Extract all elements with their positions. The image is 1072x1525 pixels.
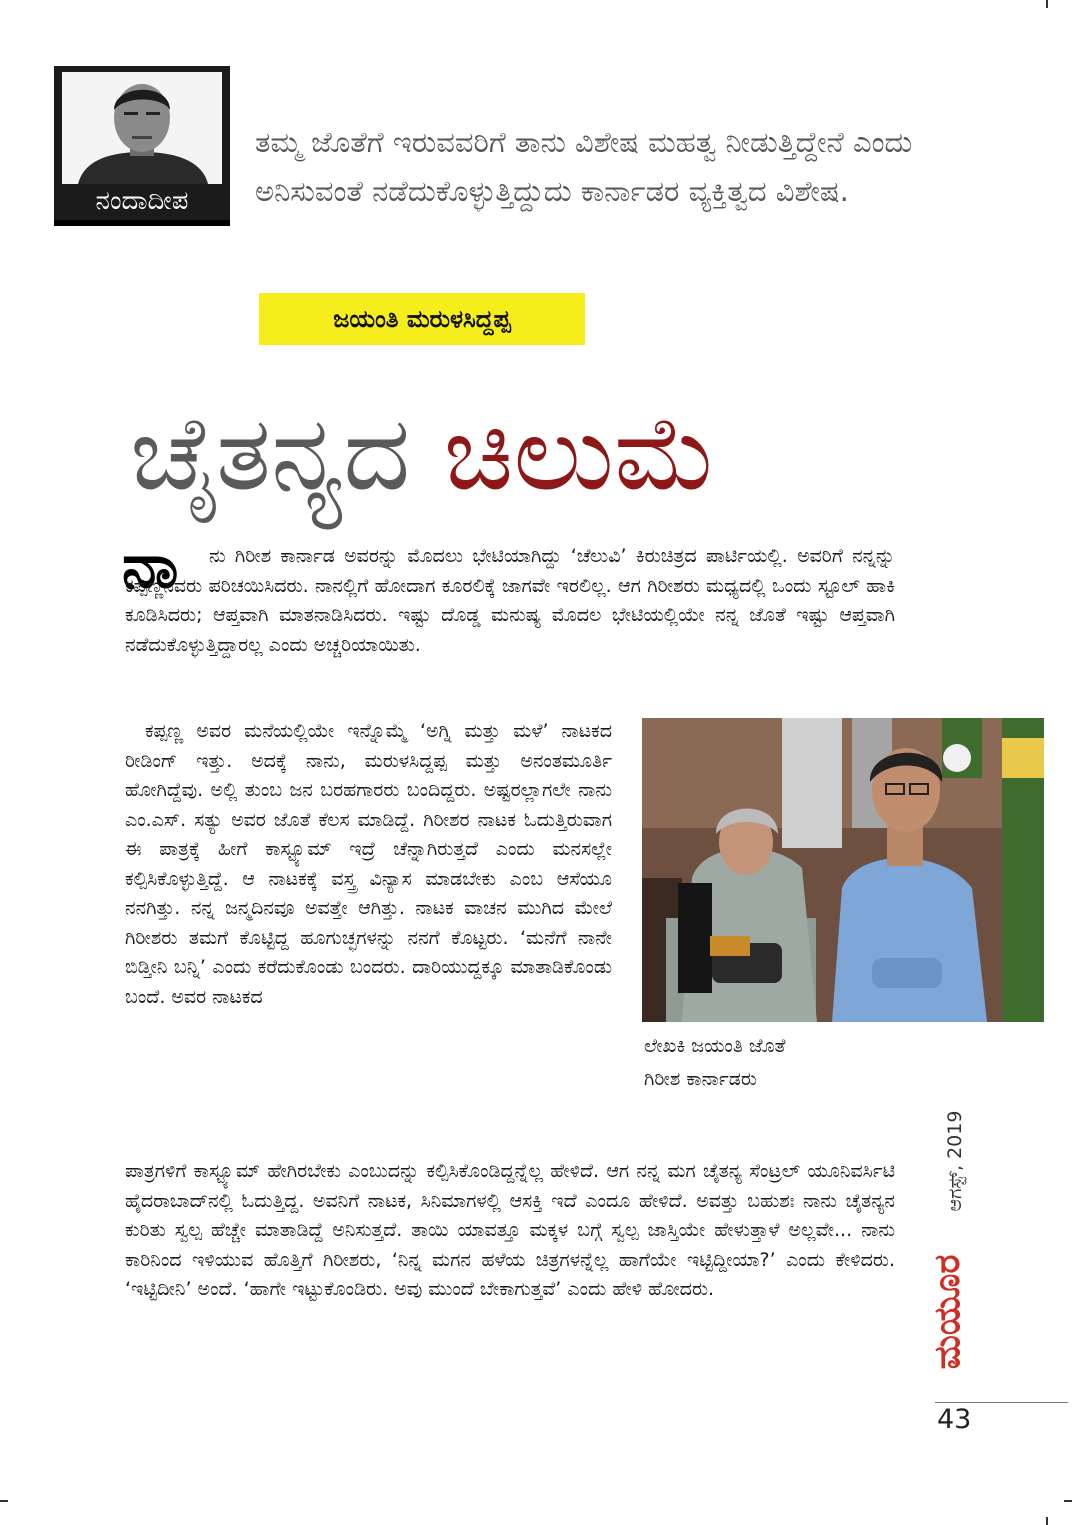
headline-part-2: ಚಿಲುಮೆ [443,392,717,514]
columnist-portrait [62,72,222,184]
column-logo [54,66,230,226]
headline-part-1: ಚೈತನ್ಯದ [130,392,411,514]
crop-mark [0,1500,8,1502]
column-label: ನಂದಾದೀಪ [95,186,189,216]
photo-caption [644,1030,904,1096]
article-paragraph-1 [125,542,895,660]
paragraph-1-text: ನು ಗಿರೀಶ ಕಾರ್ನಾಡ ಅವರನ್ನು ಮೊದಲು ಭೇಟಿಯಾಗಿದ್ದು ‘ಚೆಲುವಿ’ ಕಿರುಚಿತ್ರದ ಪಾರ್ಟಿಯಲ್ಲಿ. ಅವರಿಗೆ ನನ್ನನ್ನು ಕಪ್ಪಣ್ಣನವರು ಪರಿಚಯಿಸಿದರು. ನಾನಲ್ಲಿಗೆ ಹೋದಾಗ ಕೂರಲಿಕ್ಕೆ ಜಾಗವೇ ಇರಲಿಲ್ಲ. ಆಗ ಗಿರೀಶರು ಮಧ್ಯದಲ್ಲಿ ಒಂದು ಸ್ಟೂಲ್ ಹಾಕಿ ಕೂಡಿಸಿದರು; ಆಪ್ತವಾಗಿ ಮಾತನಾಡಿಸಿದರು. ಇಷ್ಟು ದೊಡ್ಡ ಮನುಷ್ಯ ಮೊದಲ ಭೇಟಿಯಲ್ಲಿಯೇ ನನ್ನ ಜೊತೆ ಇಷ್ಟು ಆಪ್ತವಾಗಿ ನಡೆದುಕೊಳ್ಳುತ್ತಿದ್ದಾರಲ್ಲ ಎಂದು ಅಚ್ಚರಿಯಾಯಿತು. [125,545,895,656]
magazine-logo [925,1250,971,1374]
page-number: 43 [937,1404,972,1435]
paragraph-2-continued-text: ಪಾತ್ರಗಳಿಗೆ ಕಾಸ್ಟ್ಯೂಮ್ ಹೇಗಿರಬೇಕು ಎಂಬುದನ್ನು ಕಲ್ಪಿಸಿಕೊಂಡಿದ್ದನ್ನೆಲ್ಲ ಹೇಳಿದೆ. ಆಗ ನನ್ನ ಮಗ ಚೈತನ್ಯ ಸೆಂಟ್ರಲ್ ಯೂನಿವರ್ಸಿಟಿ ಹೈದರಾಬಾದ್‌ನಲ್ಲಿ ಓದುತ್ತಿದ್ದ. ಅವನಿಗೆ ನಾಟಕ, ಸಿನಿಮಾಗಳಲ್ಲಿ ಆಸಕ್ತಿ ಇದೆ ಎಂದೂ ಹೇಳಿದೆ. ಅವತ್ತು ಬಹುಶಃ ನಾನು ಚೈತನ್ಯನ ಕುರಿತು ಸ್ವಲ್ಪ ಹೆಚ್ಚೇ ಮಾತಾಡಿದ್ದೆ ಅನಿಸುತ್ತದೆ. ತಾಯಿ ಯಾವತ್ತೂ ಮಕ್ಕಳ ಬಗ್ಗೆ ಸ್ವಲ್ಪ ಜಾಸ್ತಿಯೇ ಹೇಳುತ್ತಾಳೆ ಅಲ್ಲವೇ... ನಾನು ಕಾರಿನಿಂದ ಇಳಿಯುವ ಹೊತ್ತಿಗೆ ಗಿರೀಶರು, ‘ನಿನ್ನ ಮಗನ ಹಳೆಯ ಚಿತ್ರಗಳನ್ನೆಲ್ಲ ಹಾಗೆಯೇ ಇಟ್ಟಿದ್ದೀಯಾ?’ ಎಂದು ಕೇಳಿದರು. ‘ಇಟ್ಟಿದೀನಿ’ ಅಂದೆ. ‘ಹಾಗೇ ಇಟ್ಟುಕೊಂಡಿರು. ಅವು ಮುಂದೆ ಬೇಕಾಗುತ್ತವೆ’ ಎಂದು ಹೇಳಿ ಹೋದರು. [125,1160,895,1300]
page-number-rule [935,1402,1068,1403]
article-paragraph-2 [125,717,612,1012]
issue-date [935,1110,975,1230]
crop-mark [1046,0,1048,8]
issue-date-text: ಆಗಸ್ಟ್, 2019 [944,1110,966,1212]
column-logo-rule [54,220,230,226]
paragraph-2-text: ಕಪ್ಪಣ್ಣ ಅವರ ಮನೆಯಲ್ಲಿಯೇ ಇನ್ನೊಮ್ಮೆ ‘ಅಗ್ನಿ ಮತ್ತು ಮಳೆ’ ನಾಟಕದ ರೀಡಿಂಗ್ ಇತ್ತು. ಅದಕ್ಕೆ ನಾನು, ಮರುಳಸಿದ್ದಪ್ಪ ಮತ್ತು ಅನಂತಮೂರ್ತಿ ಹೋಗಿದ್ದೆವು. ಅಲ್ಲಿ ತುಂಬ ಜನ ಬರಹಗಾರರು ಬಂದಿದ್ದರು. ಅಷ್ಟರಲ್ಲಾಗಲೇ ನಾನು ಎಂ.ಎಸ್. ಸತ್ಯು ಅವರ ಜೊತೆ ಕೆಲಸ ಮಾಡಿದ್ದೆ. ಗಿರೀಶರ ನಾಟಕ ಓದುತ್ತಿರುವಾಗ ಈ ಪಾತ್ರಕ್ಕೆ ಹೀಗೆ ಕಾಸ್ಟ್ಯೂಮ್ ಇದ್ರೆ ಚೆನ್ನಾಗಿರುತ್ತದೆ ಎಂದು ಮನಸಲ್ಲೇ ಕಲ್ಪಿಸಿಕೊಳ್ಳುತ್ತಿದ್ದೆ. ಆ ನಾಟಕಕ್ಕೆ ವಸ್ತ್ರ ವಿನ್ಯಾಸ ಮಾಡಬೇಕು ಎಂಬ ಆಸೆಯೂ ನನಗಿತ್ತು. ನನ್ನ ಜನ್ಮದಿನವೂ ಅವತ್ತೇ ಆಗಿತ್ತು. ನಾಟಕ ವಾಚನ ಮುಗಿದ ಮೇಲೆ ಗಿರೀಶರು ತಮಗೆ ಕೊಟ್ಟಿದ್ದ ಹೂಗುಚ್ಛಗಳನ್ನು ನನಗೆ ಕೊಟ್ಟರು. ‘ಮನೆಗೆ ನಾನೇ ಬಿಡ್ತೀನಿ ಬನ್ನಿ’ ಎಂದು ಕರೆದುಕೊಂಡು ಬಂದರು. ದಾರಿಯುದ್ದಕ್ಕೂ ಮಾತಾಡಿಕೊಂಡು ಬಂದೆ. ಅವರ ನಾಟಕದ [125,720,612,1008]
drop-cap: ನಾ [122,529,179,602]
caption-line-2: ಗಿರೀಶ ಕಾರ್ನಾಡರು [644,1068,757,1090]
article-photo [642,718,1044,1022]
crop-mark [1046,1517,1048,1525]
article-paragraph-2-continued [125,1157,895,1305]
article-standfirst: ತಮ್ಮ ಜೊತೆಗೆ ಇರುವವರಿಗೆ ತಾನು ವಿಶೇಷ ಮಹತ್ವ ನೀಡುತ್ತಿದ್ದೇನೆ ಎಂದು ಅನಿಸುವಂತೆ ನಡೆದುಕೊಳ್ಳುತ್ತಿದ್ದುದು ಕಾರ್ನಾಡರ ವ್ಯಕ್ತಿತ್ವದ ವಿಶೇಷ. [255,125,913,208]
crop-mark [1064,1500,1072,1502]
author-byline: ಜಯಂತಿ ಮರುಳಸಿದ್ದಪ್ಪ [259,293,585,345]
article-headline [130,383,960,523]
caption-line-1: ಲೇಖಕಿ ಜಯಂತಿ ಜೊತೆ [644,1035,786,1057]
magazine-logo-text: ಮಯೂರ [927,1254,968,1370]
